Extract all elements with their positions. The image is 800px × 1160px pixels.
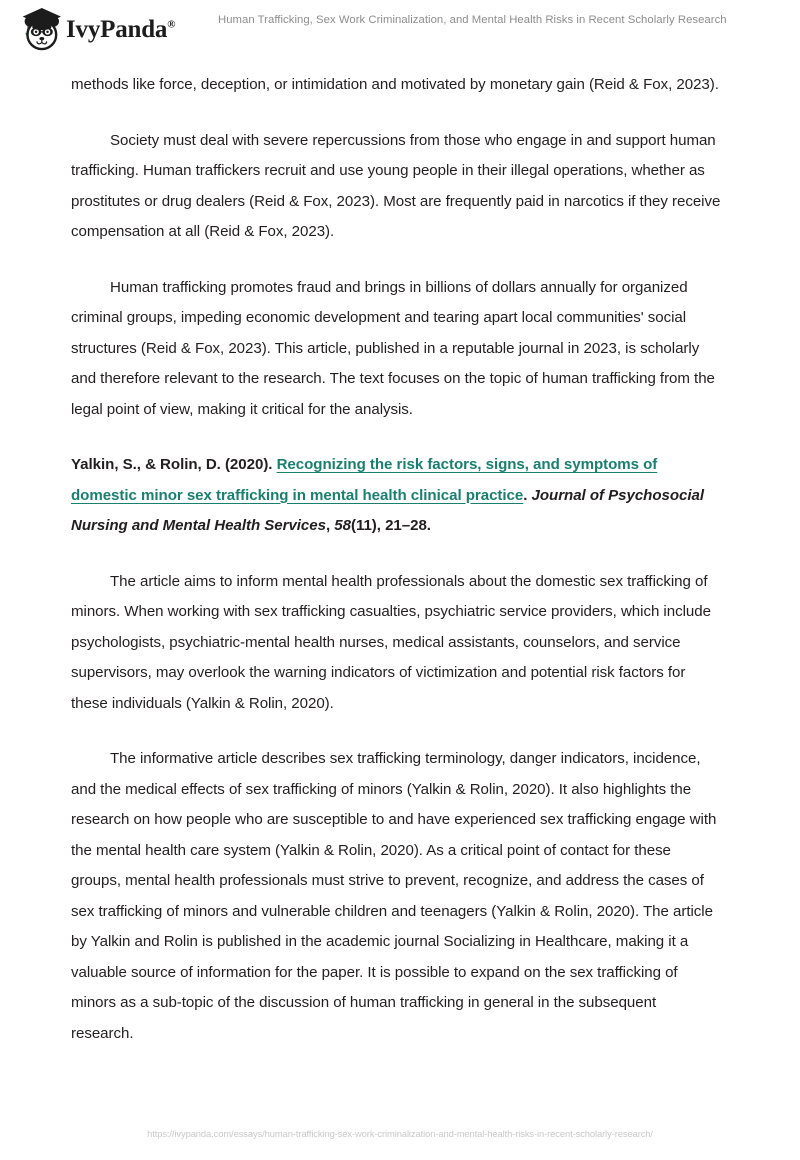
registered-mark-icon: ® [167, 18, 176, 31]
citation-authors-year: Yalkin, S., & Rolin, D. (2020). [71, 456, 277, 473]
paragraph-informative-article [71, 744, 722, 1049]
brand-name: IvyPanda® [66, 15, 176, 43]
page-footer [0, 1124, 800, 1142]
paragraph-continued-reid-fox [71, 70, 722, 101]
citation-title-link[interactable]: Recognizing the risk factors, signs, and symptoms of domestic minor sex trafficking in mental health clinical practice [71, 456, 658, 504]
paragraph-text: The article aims to inform mental health professionals about the domestic sex trafficking of minors. When working with sex trafficking casualties, psychiatric service providers, which include psychologists, psychiatric-mental health nurses, medical assistants, counselors, and service supervisors, may overlook the warning indicators of victimization and potential risk factors for these individuals (Yalkin & Rolin, 2020). [71, 572, 711, 712]
reference-citation-yalkin-rolin [71, 450, 722, 542]
brand-logo[interactable] [14, 7, 194, 51]
panda-graduate-icon [14, 7, 62, 51]
paragraph-article-aims [71, 567, 722, 720]
document-content [71, 70, 722, 1074]
page-header [0, 0, 800, 58]
citation-separator: , [325, 517, 335, 534]
paragraph-text: Society must deal with severe repercussions from those who engage in and support human trafficking. Human traffickers recruit and use young people in their illegal operations, whether as prostitutes or drug dealers (Reid & Fox, 2023). Most are frequently paid in narcotics if they receive compensation at all (Reid & Fox, 2023). [71, 131, 721, 240]
paragraph-society-repercussions [71, 126, 722, 248]
citation-issue-pages: (11), 21–28. [350, 517, 431, 534]
paragraph-text: Human trafficking promotes fraud and brings in billions of dollars annually for organized criminal groups, impeding economic development and tearing apart local communities' social structures (Reid & Fox, 2023). This article, published in a reputable journal in 2023, is scholarly and therefore relevant to the research. The text focuses on the topic of human trafficking from the legal point of view, making it critical for the analysis. [71, 278, 715, 418]
paragraph-fraud-billions [71, 273, 722, 426]
citation-period: . [523, 486, 532, 504]
document-running-title: Human Trafficking, Sex Work Criminalization, and Mental Health Risks in Recent Scholarly Research [218, 14, 727, 26]
source-url[interactable]: https://ivypanda.com/essays/human-trafficking-sex-work-criminalization-and-mental-health-risks-in-recent-scholarly-research/ [147, 1128, 653, 1139]
paragraph-text: methods like force, deception, or intimidation and motivated by monetary gain (Reid & Fox, 2023). [71, 76, 719, 93]
citation-volume: 58 [334, 517, 351, 534]
paragraph-text: The informative article describes sex trafficking terminology, danger indicators, incidence, and the medical effects of sex trafficking of minors (Yalkin & Rolin, 2020). It also highlights the research on how people who are susceptible to and have experienced sex trafficking engage with the mental health care system (Yalkin & Rolin, 2020). As a critical point of contact for these groups, mental health professionals must strive to prevent, recognize, and address the cases of sex trafficking of minors and vulnerable children and teenagers (Yalkin & Rolin, 2020). The article by Yalkin and Rolin is published in the academic journal Socializing in Healthcare, making it a valuable source of information for the paper. It is possible to expand on the sex trafficking of minors as a sub-topic of the discussion of human trafficking in general in the subsequent research. [71, 750, 717, 1042]
citation-journal-name: Journal of Psychosocial Nursing and Mental Health Services [71, 486, 704, 534]
